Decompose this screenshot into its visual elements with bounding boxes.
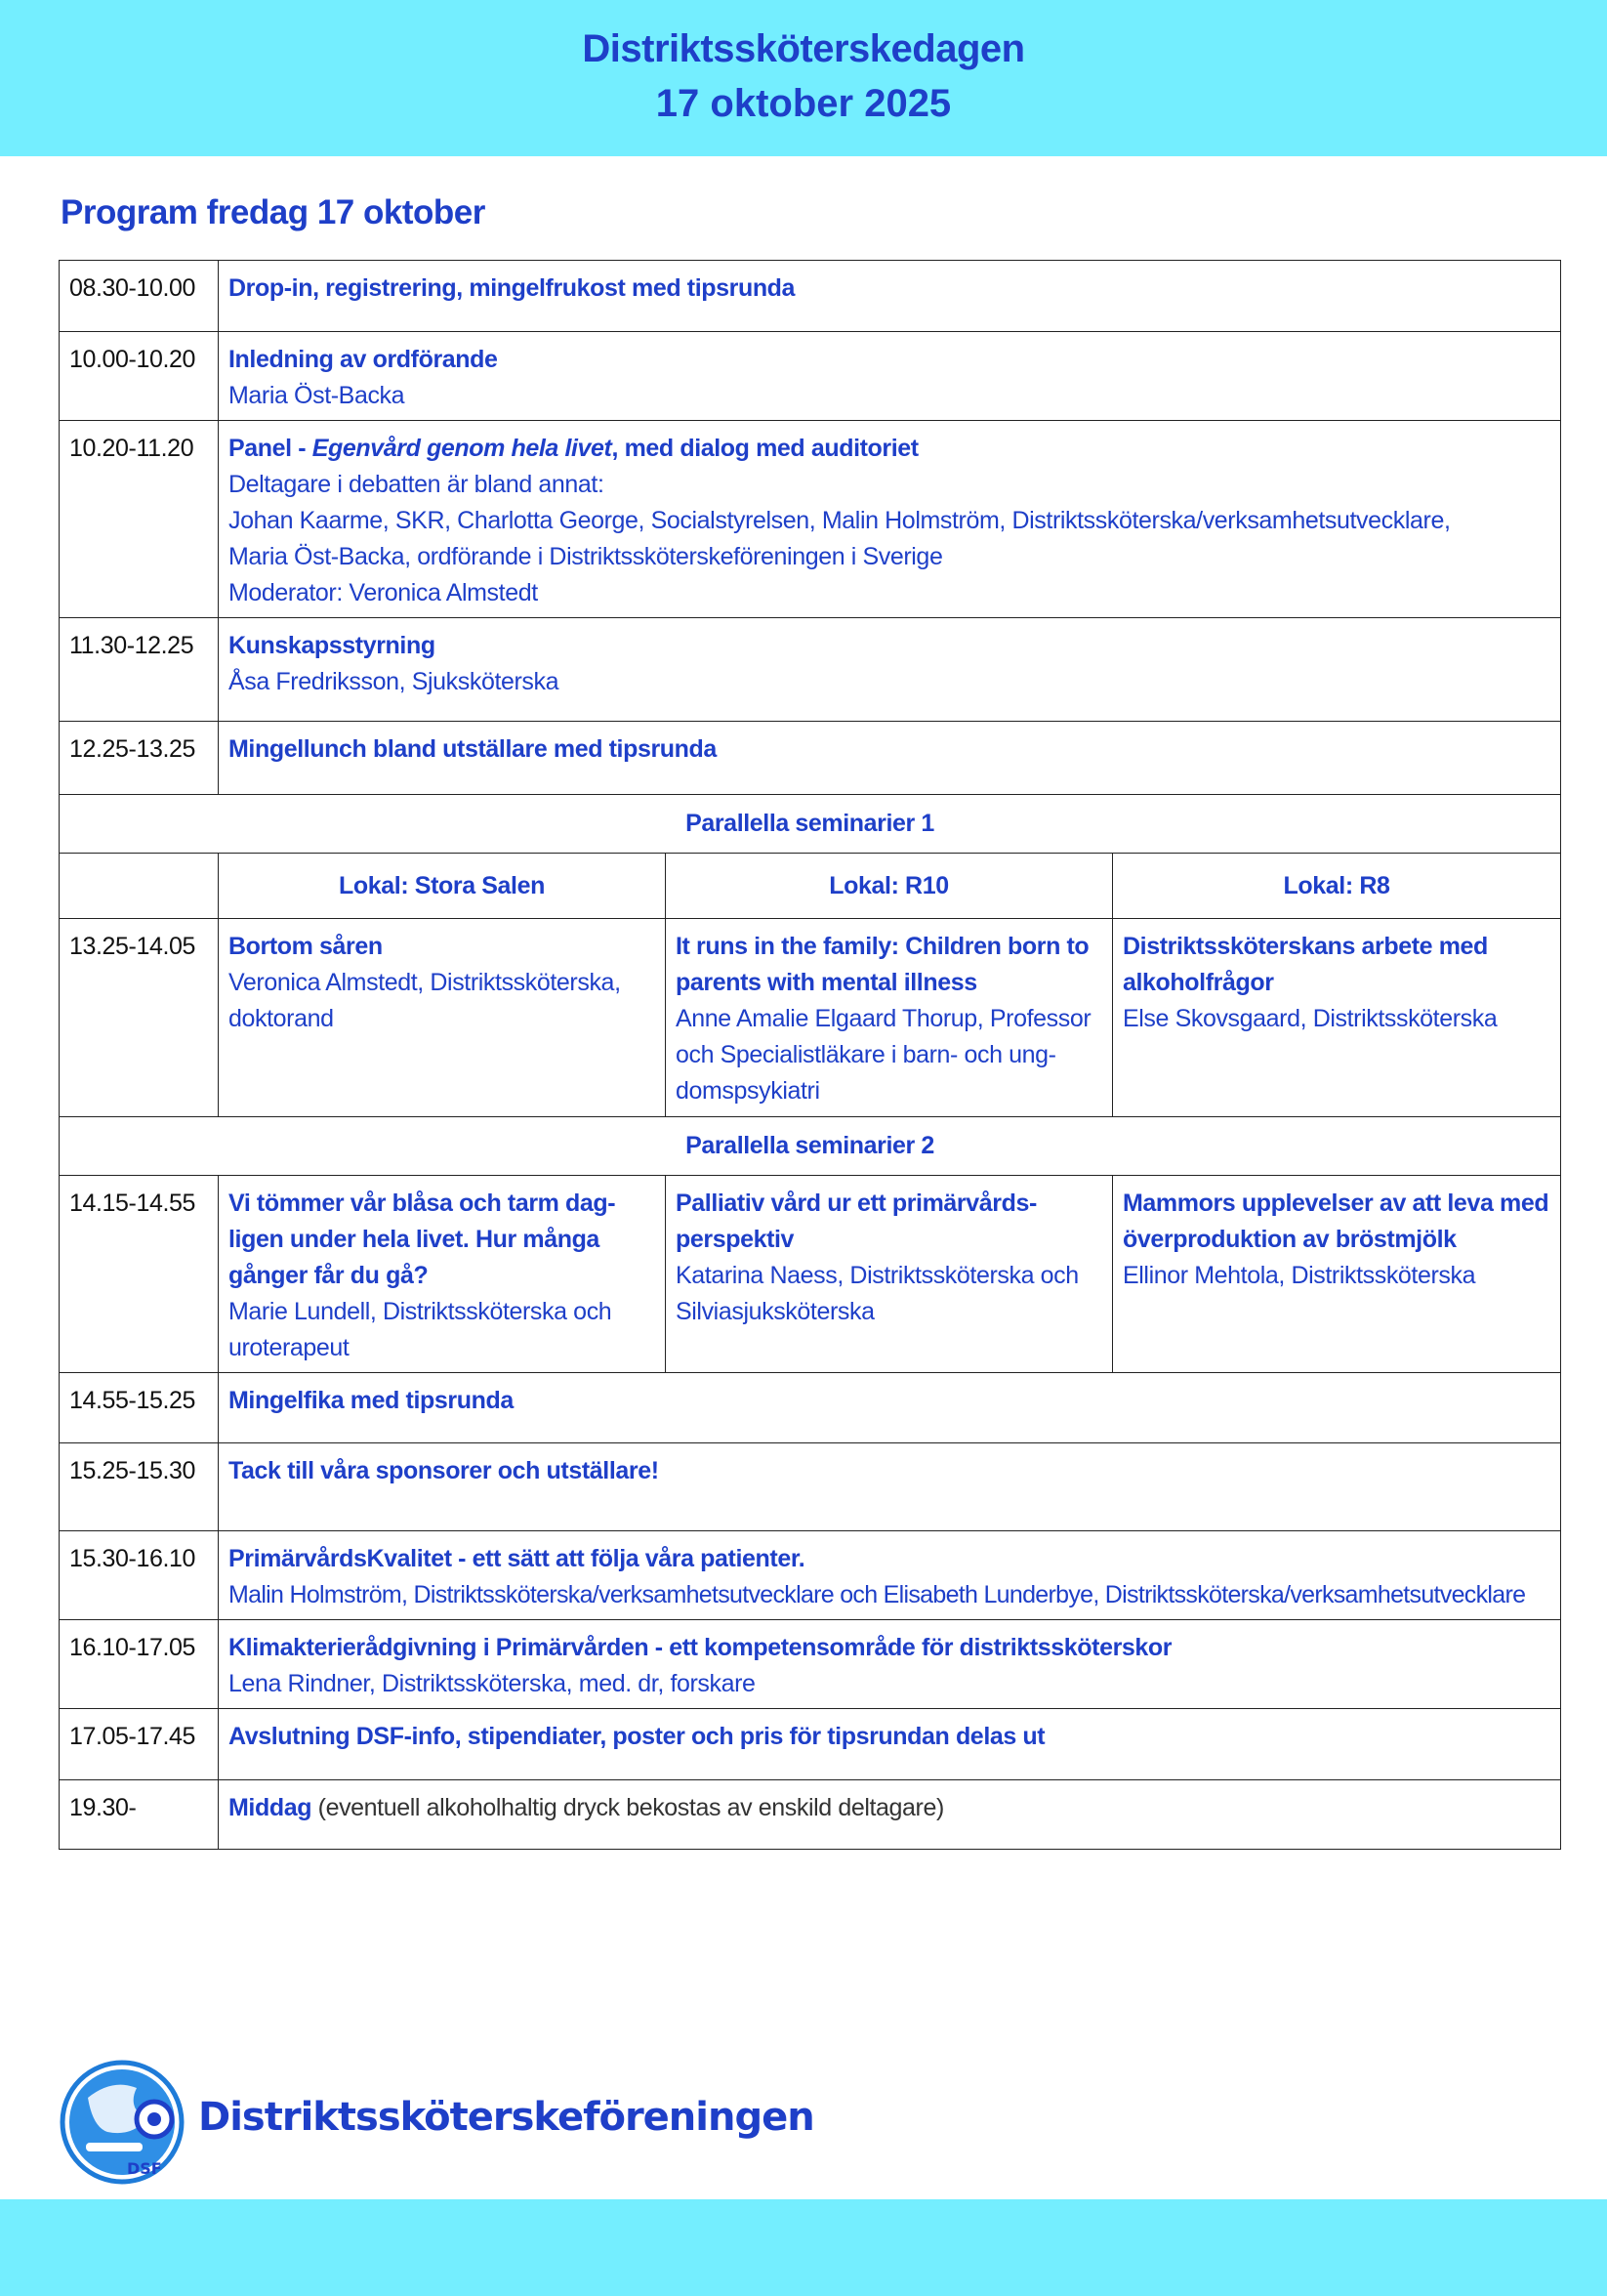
session-speaker: Anne Amalie Elgaard Thorup, Professor och Specialistläkare i barn- och ung-domspsykiatri: [676, 1005, 1092, 1105]
session-title: Tack till våra sponsorer och utställare!: [228, 1457, 659, 1484]
time-cell: 08.30-10.00: [60, 261, 219, 332]
session-speaker: Marie Lundell, Distriktssköterska och uroterapeut: [228, 1298, 612, 1361]
session-note: (eventuell alkoholhaltig dryck bekostas av enskild deltagare): [317, 1794, 944, 1821]
time-cell: 10.20-11.20: [60, 421, 219, 618]
session-speaker: Else Skovsgaard, Distriktssköterska: [1123, 1005, 1498, 1032]
schedule-row: [60, 421, 1561, 618]
time-cell: 16.10-17.05: [60, 1620, 219, 1709]
session-cell: [219, 421, 1561, 618]
session-title: PrimärvårdsKvalitet - ett sätt att följa våra patienter.: [228, 1545, 805, 1572]
time-cell: 12.25-13.25: [60, 722, 219, 795]
session-title: Panel - Egenvård genom hela livet, med dialog med auditoriet: [228, 435, 919, 462]
schedule-row: [60, 261, 1561, 332]
schedule-row: [60, 1620, 1561, 1709]
schedule-row: [60, 1176, 1561, 1373]
session-title: Avslutning DSF-info, stipendiater, poster och pris för tipsrundan delas ut: [228, 1723, 1046, 1750]
session-cell: [219, 1780, 1561, 1850]
session-cell: [219, 722, 1561, 795]
header-band: [0, 0, 1607, 156]
schedule-row: [60, 1373, 1561, 1443]
session-cell: [219, 1620, 1561, 1709]
session-speaker: Maria Öst-Backa: [228, 382, 405, 409]
schedule-row: [60, 1531, 1561, 1620]
time-cell: 17.05-17.45: [60, 1709, 219, 1780]
session-cell: [219, 332, 1561, 421]
organization-name: Distriktssköterskeföreningen: [198, 2095, 814, 2140]
footer-band: [0, 2199, 1607, 2296]
session-cell: [219, 1373, 1561, 1443]
session-cell: [1113, 919, 1561, 1117]
session-title: Middag (eventuell alkoholhaltig dryck bekostas av enskild deltagare): [228, 1794, 944, 1821]
page-date: 17 oktober 2025: [655, 82, 952, 125]
session-title: It runs in the family: Children born to parents with mental illness: [676, 933, 1090, 996]
session-title: Klimakterierådgivning i Primärvården - ett kompetensområde för distriktssköterskor: [228, 1634, 1173, 1661]
session-cell: [219, 1531, 1561, 1620]
session-speaker: Malin Holmström, Distriktssköterska/verksamhetsutvecklare och Elisabeth Lunderbye, Distriktssköterska/verksamhetsutvecklare: [228, 1581, 1526, 1608]
time-cell: 15.30-16.10: [60, 1531, 219, 1620]
schedule-row: [60, 332, 1561, 421]
panel-line: Deltagare i debatten är bland annat:: [228, 471, 604, 498]
session-title: Drop-in, registrering, mingelfrukost med tipsrunda: [228, 274, 796, 302]
time-cell: 14.55-15.25: [60, 1373, 219, 1443]
session-title: Kunskapsstyrning: [228, 632, 435, 659]
rooms-row: [60, 854, 1561, 919]
session-cell: [1113, 1176, 1561, 1373]
program-title: Program fredag 17 oktober: [61, 193, 485, 231]
panel-moderator: Moderator: Veronica Almstedt: [228, 579, 538, 606]
schedule-table: [59, 260, 1561, 1850]
panel-line: Maria Öst-Backa, ordförande i Distriktssköterskeföreningen i Sverige: [228, 543, 943, 570]
room-label: Lokal: R8: [1113, 854, 1561, 919]
section-heading: Parallella seminarier 1: [60, 795, 1561, 854]
time-cell: 15.25-15.30: [60, 1443, 219, 1531]
schedule-row: [60, 618, 1561, 722]
session-speaker: Åsa Fredriksson, Sjuksköterska: [228, 668, 559, 695]
schedule-row: [60, 1443, 1561, 1531]
session-cell: [219, 1176, 666, 1373]
session-cell: [666, 919, 1113, 1117]
schedule-row: [60, 1709, 1561, 1780]
page-title: Distriktssköterskedagen: [582, 27, 1025, 70]
section-row: [60, 795, 1561, 854]
schedule-row: [60, 919, 1561, 1117]
session-title: Mammors upplevelser av att leva med överproduktion av bröstmjölk: [1123, 1190, 1549, 1253]
session-title: Mingelfika med tipsrunda: [228, 1387, 514, 1414]
panel-line: Johan Kaarme, SKR, Charlotta George, Socialstyrelsen, Malin Holmström, Distriktssköterska/verksamhetsutvecklare,: [228, 507, 1451, 534]
section-heading: Parallella seminarier 2: [60, 1117, 1561, 1176]
time-cell: 11.30-12.25: [60, 618, 219, 722]
session-speaker: Katarina Naess, Distriktssköterska och Silviasjuksköterska: [676, 1262, 1079, 1325]
time-cell: 14.15-14.55: [60, 1176, 219, 1373]
session-title: Vi tömmer vår blåsa och tarm dag-ligen under hela livet. Hur många gånger får du gå?: [228, 1190, 616, 1289]
session-title: Palliativ vård ur ett primärvårds-perspektiv: [676, 1190, 1037, 1253]
room-label: Lokal: R10: [666, 854, 1113, 919]
session-speaker: Lena Rindner, Distriktssköterska, med. dr, forskare: [228, 1670, 756, 1697]
empty-cell: [60, 854, 219, 919]
session-cell: [666, 1176, 1113, 1373]
section-row: [60, 1117, 1561, 1176]
session-speaker: Ellinor Mehtola, Distriktssköterska: [1123, 1262, 1476, 1289]
session-title: Distriktssköterskans arbete med alkoholfrågor: [1123, 933, 1488, 996]
room-label: Lokal: Stora Salen: [219, 854, 666, 919]
session-title: Mingellunch bland utställare med tipsrunda: [228, 735, 717, 763]
time-cell: 10.00-10.20: [60, 332, 219, 421]
session-cell: [219, 919, 666, 1117]
time-cell: 13.25-14.05: [60, 919, 219, 1117]
session-cell: [219, 1709, 1561, 1780]
session-cell: [219, 1443, 1561, 1531]
dsf-logo: [59, 2059, 185, 2186]
logo-label: DSF: [127, 2159, 162, 2178]
session-cell: [219, 618, 1561, 722]
schedule-row: [60, 1780, 1561, 1850]
session-title: Inledning av ordförande: [228, 346, 498, 373]
session-speaker: Veronica Almstedt, Distriktssköterska, doktorand: [228, 969, 621, 1032]
time-cell: 19.30-: [60, 1780, 219, 1850]
session-title: Bortom såren: [228, 933, 383, 960]
session-cell: [219, 261, 1561, 332]
schedule-row: [60, 722, 1561, 795]
